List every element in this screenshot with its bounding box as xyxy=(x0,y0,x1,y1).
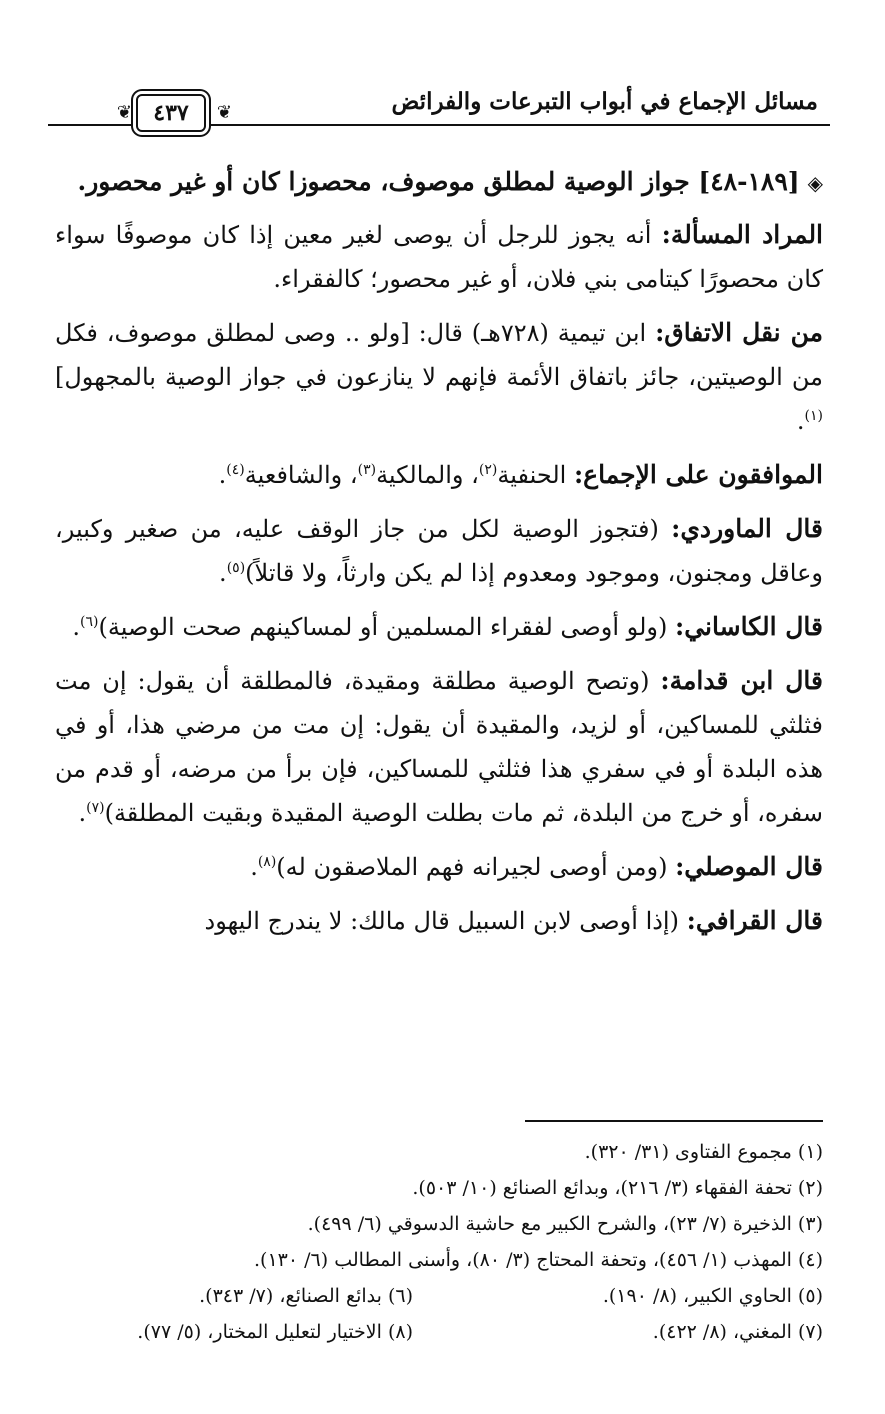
ornament-right-icon: ❦ xyxy=(216,102,232,123)
paragraph-intended-meaning xyxy=(55,213,823,301)
paragraph-text: ابن تيمية (٧٢٨هـ) قال: [ولو .. وصى لمطلق موصوف، فكل من الوصيتين، جائز باتفاق الأئمة فإنهم لا ينازعون في جواز الوصية بالمجهول] xyxy=(55,319,823,391)
paragraph-text: (فتجوز الوصية لكل من جاز الوقف عليه، من صغير وكبير، وعاقل ومجنون، وموجود ومعدوم إذا لم يكن وارثاً، ولا قاتلاً) xyxy=(55,515,823,587)
paragraph-end: . xyxy=(796,407,805,435)
footnote-2: (٢) تحفة الفقهاء (٣/ ٢١٦)، وبدائع الصنائع (١٠/ ٥٠٣). xyxy=(412,1177,823,1199)
paragraph-label: المراد المسألة: xyxy=(661,220,824,249)
paragraph-end: . xyxy=(218,461,227,489)
paragraph-label: قال الماوردي: xyxy=(671,514,823,543)
paragraph-text: (ولو أوصى لفقراء المسلمين أو لمساكينهم صحت الوصية) xyxy=(98,613,675,641)
page-header xyxy=(40,78,830,138)
paragraph-label: قال ابن قدامة: xyxy=(660,666,823,695)
paragraph-text: (إذا أوصى لابن السبيل قال مالك: لا يندرج اليهود xyxy=(204,907,687,935)
ornament-left-icon: ❦ xyxy=(116,102,132,123)
footnote-separator xyxy=(525,1120,823,1122)
paragraph-end: . xyxy=(219,559,227,587)
footnote-ref[interactable]: (٧) xyxy=(86,800,105,816)
footnote-ref[interactable]: (٨) xyxy=(257,854,277,870)
footnote-8: (٨) الاختيار لتعليل المختار، (٥/ ٧٧). xyxy=(137,1321,413,1343)
paragraph-mawardi-quote xyxy=(55,507,823,595)
footnote-ref[interactable]: (٦) xyxy=(80,614,99,630)
section-heading xyxy=(55,160,823,205)
footnote-ref[interactable]: (١) xyxy=(804,408,823,424)
paragraph-text: (وتصح الوصية مطلقة ومقيدة، فالمطلقة أن يقول: إن مت فثلثي للمساكين، أو لزيد، والمقيدة أن يقول: إن مت من مرضي هذا، أو في هذه البلدة أو في سفري هذا فثلثي للمساكين، فإن برأ من مرضه، أو قدم من سفره، أو خرج من البلدة، ثم مات بطلت الوصية المقيدة وبقيت المطلقة) xyxy=(55,667,823,827)
page-number: ٤٣٧ xyxy=(136,94,206,132)
paragraph-ibn-qudama-quote xyxy=(55,659,823,835)
footnote-6: (٦) بدائع الصنائع، (٧/ ٣٤٣). xyxy=(199,1285,413,1307)
paragraph-end: . xyxy=(78,799,87,827)
paragraph-label: من نقل الاتفاق: xyxy=(655,318,823,347)
footnote-5: (٥) الحاوي الكبير، (٨/ ١٩٠). xyxy=(602,1285,823,1307)
section-heading-text: [١٨٩-٤٨] جواز الوصية لمطلق موصوف، محصوزا كان أو غير محصور. xyxy=(77,167,800,196)
footnote-4: (٤) المهذب (١/ ٤٥٦)، وتحفة المحتاج (٣/ ٨٠)، وأسنى المطالب (٦/ ١٣٠). xyxy=(254,1249,823,1271)
paragraph-qarafi-quote xyxy=(55,899,823,943)
footnote-row xyxy=(55,1314,823,1350)
paragraph-consensus-transmitter xyxy=(55,311,823,443)
footnote-7: (٧) المغني، (٨/ ٤٢٢). xyxy=(652,1321,823,1343)
footnote-ref[interactable]: (٥) xyxy=(226,560,246,576)
main-text xyxy=(55,160,823,953)
school-name: ، والمالكية xyxy=(376,461,479,489)
paragraph-text: (ومن أوصى لجيرانه فهم الملاصقون له) xyxy=(276,853,676,881)
footnotes xyxy=(55,1134,823,1350)
paragraph-label: الموافقون على الإجماع: xyxy=(573,460,823,489)
running-title: مسائل الإجماع في أبواب التبرعات والفرائض xyxy=(391,88,818,115)
footnote-row xyxy=(55,1278,823,1314)
paragraph-text: أنه يجوز للرجل أن يوصى لغير معين إذا كان موصوفًا سواء كان محصورًا كيتامى بني فلان، أو غير محصور؛ كالفقراء. xyxy=(55,221,823,293)
paragraph-label: قال الكاساني: xyxy=(674,612,823,641)
footnote-1: (١) مجموع الفتاوى (٣١/ ٣٢٠). xyxy=(584,1141,823,1163)
footnote-ref[interactable]: (٤) xyxy=(226,462,245,478)
diamond-bullet-icon: ◈ xyxy=(807,171,823,195)
paragraph-kasani-quote xyxy=(55,605,823,649)
footnote-ref[interactable]: (٢) xyxy=(478,462,498,478)
paragraph-end: . xyxy=(72,613,80,641)
school-name: الحنفية xyxy=(497,461,574,489)
paragraph-end: . xyxy=(250,853,258,881)
footnote-3: (٣) الذخيرة (٧/ ٢٣)، والشرح الكبير مع حاشية الدسوقي (٦/ ٤٩٩). xyxy=(307,1213,823,1235)
paragraph-label: قال الموصلي: xyxy=(675,852,823,881)
paragraph-agreeing-schools xyxy=(55,453,823,497)
paragraph-label: قال القرافي: xyxy=(686,906,823,935)
footnote-ref[interactable]: (٣) xyxy=(357,462,377,478)
paragraph-mawsili-quote xyxy=(55,845,823,889)
school-name: ، والشافعية xyxy=(244,461,358,489)
